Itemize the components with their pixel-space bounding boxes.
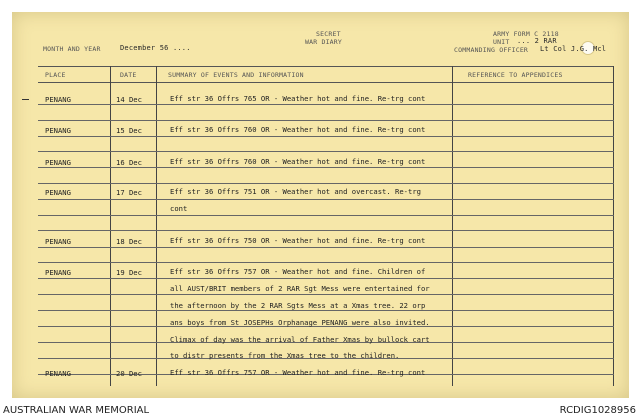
column-header-summary: SUMMARY OF EVENTS AND INFORMATION bbox=[168, 71, 304, 79]
row-place: PENANG bbox=[45, 268, 71, 277]
column-divider bbox=[613, 66, 614, 386]
archive-name: AUSTRALIAN WAR MEMORIAL bbox=[3, 405, 150, 416]
record-id: RCDIG1028956 bbox=[559, 405, 636, 416]
row-summary-line: Eff str 36 Offrs 751 OR - Weather hot and overcast. Re-trg bbox=[170, 187, 421, 196]
ruled-line bbox=[38, 230, 614, 231]
row-date: 16 Dec bbox=[116, 158, 142, 167]
table-header-border bbox=[38, 82, 614, 83]
row-place: PENANG bbox=[45, 188, 71, 197]
margin-mark bbox=[22, 99, 29, 100]
row-summary-line: Eff str 36 Offrs 750 OR - Weather hot and fine. Re-trg cont bbox=[170, 236, 426, 245]
commanding-officer-label: COMMANDING OFFICER bbox=[454, 46, 529, 54]
ruled-line bbox=[38, 151, 614, 152]
row-place: PENANG bbox=[45, 237, 71, 246]
row-summary-line: Eff str 36 Offrs 760 OR - Weather hot and fine. Re-trg cont bbox=[170, 125, 426, 134]
column-divider bbox=[110, 66, 111, 386]
row-date: 18 Dec bbox=[116, 237, 142, 246]
month-year-value: December 56 .... bbox=[120, 44, 191, 52]
unit-label: UNIT bbox=[493, 38, 510, 46]
row-summary-line: the afternoon by the 2 RAR Sgts Mess at a Xmas tree. 22 orp bbox=[170, 301, 426, 310]
month-year-label: MONTH AND YEAR bbox=[43, 45, 101, 53]
column-divider bbox=[156, 66, 157, 386]
column-header-date: DATE bbox=[120, 71, 137, 79]
row-date: 15 Dec bbox=[116, 126, 142, 135]
row-place: PENANG bbox=[45, 126, 71, 135]
row-summary-line: ans boys from St JOSEPHs Orphanage PENANG were also invited. bbox=[170, 318, 430, 327]
row-summary-line: cont bbox=[170, 204, 188, 213]
unit-value: ... 2 RAR bbox=[517, 37, 557, 45]
secret-stamp: SECRET bbox=[316, 30, 341, 38]
row-place: PENANG bbox=[45, 158, 71, 167]
column-header-place: PLACE bbox=[45, 71, 66, 79]
row-date: 17 Dec bbox=[116, 188, 142, 197]
row-summary-line: Eff str 36 Offrs 765 OR - Weather hot and fine. Re-trg cont bbox=[170, 94, 426, 103]
war-diary-title: WAR DIARY bbox=[305, 38, 343, 46]
table-top-border bbox=[38, 66, 614, 67]
row-summary-line: to distr presents from the Xmas tree to the children. bbox=[170, 351, 400, 360]
row-summary-line: all AUST/BRIT members of 2 RAR Sgt Mess were entertained for bbox=[170, 284, 430, 293]
archive-footer bbox=[0, 400, 639, 420]
row-summary-line: Eff str 36 Offrs 757 OR - Weather hot and fine. Children of bbox=[170, 267, 426, 276]
row-date: 20 Dec bbox=[116, 369, 142, 378]
row-summary-line: Eff str 36 Offrs 760 OR - Weather hot and fine. Re-trg cont bbox=[170, 157, 426, 166]
row-date: 14 Dec bbox=[116, 95, 142, 104]
row-place: PENANG bbox=[45, 369, 71, 378]
row-summary-line: Climax of day was the arrival of Father Xmas by bullock cart bbox=[170, 335, 430, 344]
row-place: PENANG bbox=[45, 95, 71, 104]
army-form-number: ARMY FORM C 2118 bbox=[493, 30, 559, 38]
row-summary-line: Eff str 36 Offrs 757 OR - Weather hot and fine. Re-trg cont bbox=[170, 368, 426, 377]
column-header-reference: REFERENCE TO APPENDICES bbox=[468, 71, 563, 79]
row-date: 19 Dec bbox=[116, 268, 142, 277]
commanding-officer-value: Lt Col J.G. Mcl bbox=[540, 45, 607, 53]
